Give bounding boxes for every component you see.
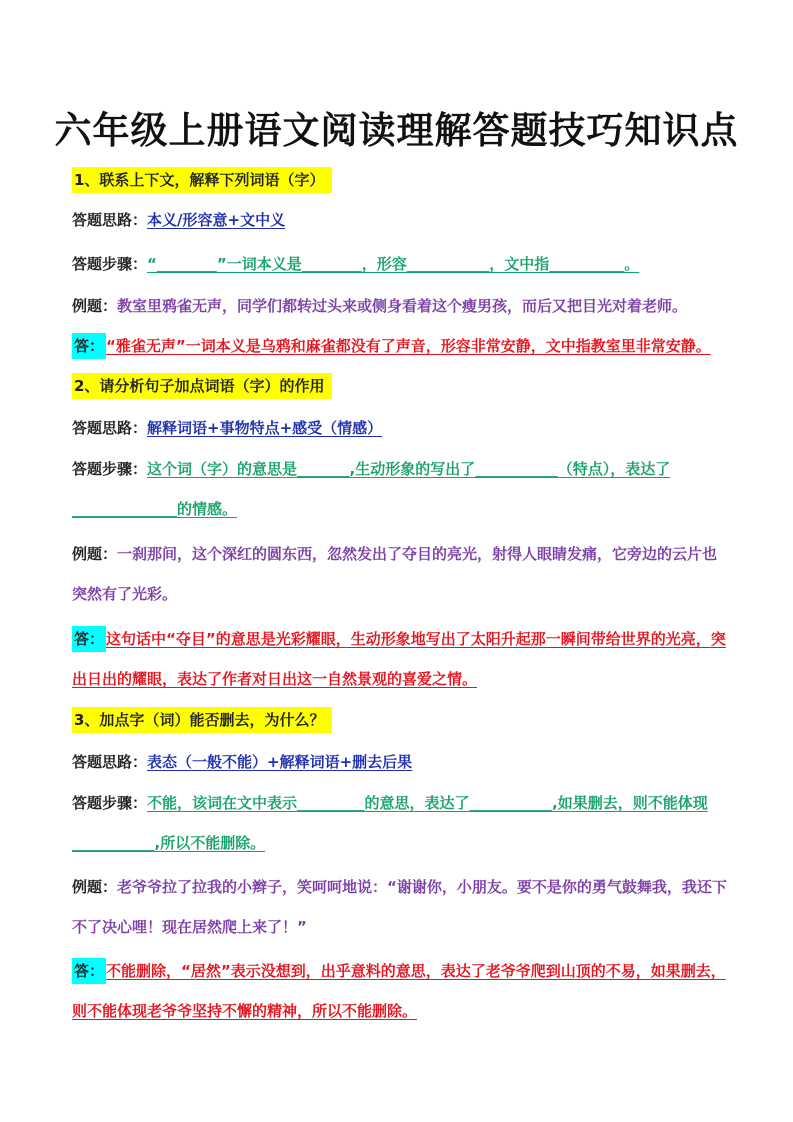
section-2-heading: 2、请分析句子加点词语（字）的作用 (72, 373, 727, 399)
section-3-example: 例题：老爷爷拉了拉我的小辫子，笑呵呵地说：“谢谢你，小朋友。要不是你的勇气鼓舞我，我还下不了决心哩！现在居然爬上来了！” (72, 878, 727, 936)
section-2-steps: 答题步骤：这个词（字）的意思是_______,生动形象的写出了___________（特点），表达了______________的情感。 (72, 460, 671, 518)
section-1-answer: 答： “雅雀无声”一词本义是乌鸦和麻雀都没有了声音，形容非常安静，文中指教室里非常安静。 (72, 333, 727, 359)
section-1-example: 例题：教室里鸦雀无声，同学们都转过头来或侧身看着这个瘦男孩，而后又把目光对着老师。 (72, 297, 688, 315)
page-title: 六年级上册语文阅读理解答题技巧知识点 (54, 109, 739, 152)
section-1-steps: 答题步骤：“________”一词本义是________，形容___________，文中指__________。 (72, 255, 640, 273)
section-3-heading: 3、加点字（词）能否删去，为什么？ (72, 707, 727, 733)
section-2-thinking: 答题思路：解释词语+事物特点+感受（情感） (72, 419, 383, 437)
section-2-example: 例题：一刹那间，这个深红的圆东西，忽然发出了夺目的亮光，射得人眼睛发痛，它旁边的云片也突然有了光彩。 (72, 545, 718, 603)
section-3-thinking: 答题思路：表态（一般不能）+解释词语+删去后果 (72, 753, 413, 771)
section-1-thinking: 答题思路：本义/形容意+文中义 (72, 211, 286, 229)
section-3-answer: 答： 不能删除，“居然”表示没想到，出乎意料的意思，表达了老爷爷爬到山顶的不易，如果删去，则不能体现老爷爷坚持不懈的精神，所以不能删除。 (72, 951, 727, 1031)
section-1-heading: 1、联系上下文，解释下列词语（字） (72, 167, 727, 193)
section-3-steps: 答题步骤：不能，该词在文中表示_________的意思，表达了___________,如果删去，则不能体现___________,所以不能删除。 (72, 794, 708, 852)
section-2-answer: 答： 这句话中“夺目”的意思是光彩耀眼，生动形象地写出了太阳升起那一瞬间带给世界的光亮，突出日出的耀眼，表达了作者对日出这一自然景观的喜爱之情。 (72, 619, 727, 699)
